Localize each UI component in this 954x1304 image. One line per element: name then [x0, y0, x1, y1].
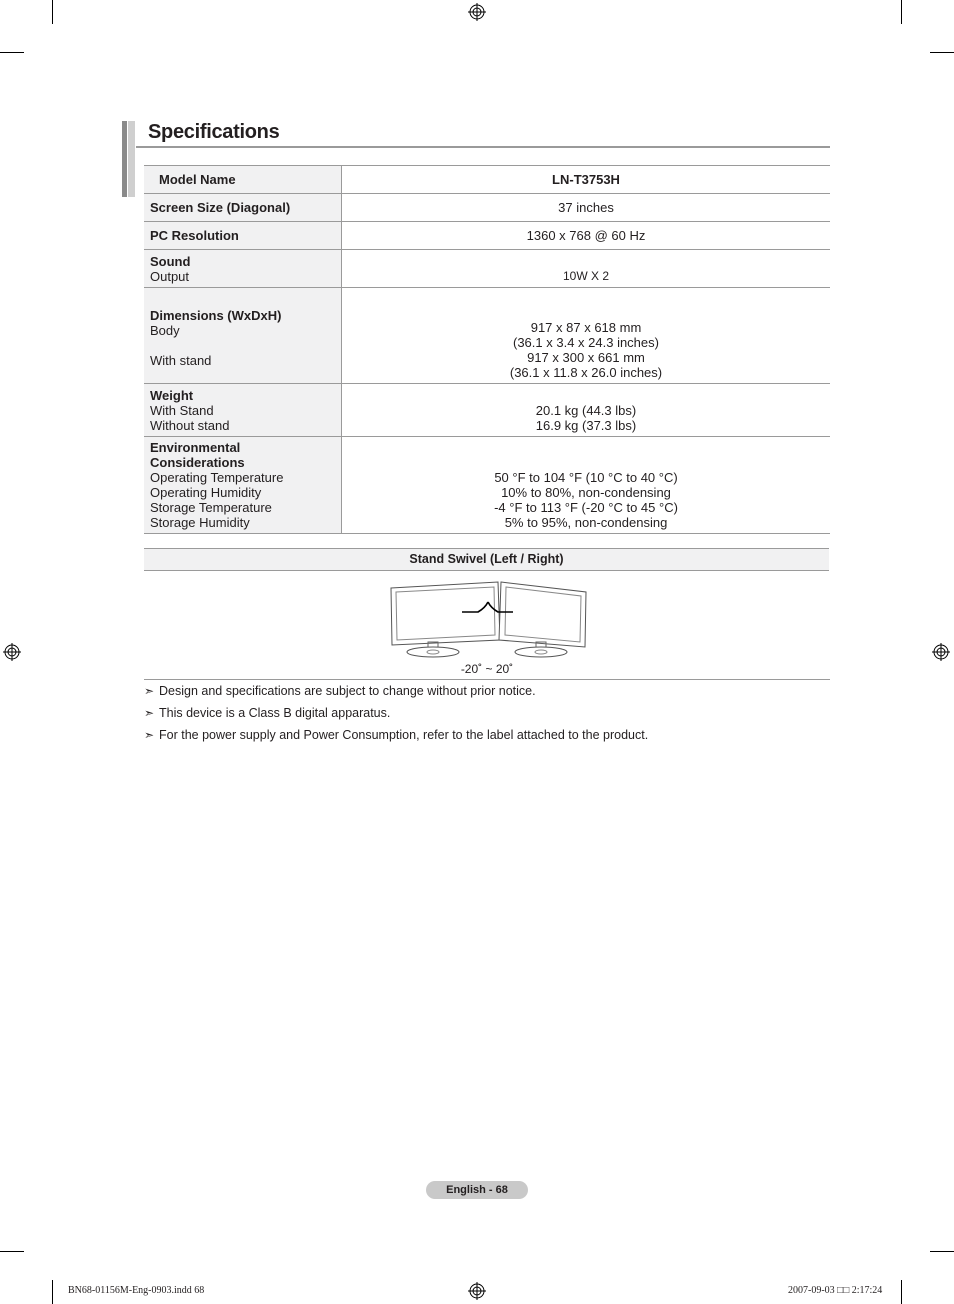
weight-label-cell: [144, 384, 342, 437]
weight-without-value: 16.9 kg (37.3 lbs): [535, 418, 637, 433]
table-row: [144, 194, 830, 222]
op-hum-value: 10% to 80%, non-condensing: [501, 485, 671, 500]
dimensions-body-label: Body: [150, 323, 180, 338]
dimensions-body-in: (36.1 x 3.4 x 24.3 inches): [513, 335, 659, 350]
st-temp-label: Storage Temperature: [150, 500, 272, 515]
environment-value-cell: [342, 437, 831, 534]
weight-value-cell: [342, 384, 831, 437]
pc-resolution-value: 1360 x 768 @ 60 Hz: [342, 222, 831, 250]
note-arrow-icon: ➣: [144, 728, 155, 742]
crop-mark: [52, 0, 53, 24]
environment-label-cell: [144, 437, 342, 534]
crop-mark: [0, 52, 24, 53]
crop-mark: [901, 1280, 902, 1304]
note-item: ➣ This device is a Class B digital apparatus.: [144, 706, 391, 720]
dimensions-stand-label: With stand: [150, 353, 212, 368]
sound-label-cell: [144, 250, 342, 288]
spec-table: [144, 165, 830, 534]
table-row: [144, 222, 830, 250]
table-row: [144, 250, 830, 288]
crop-mark: [930, 1251, 954, 1252]
dimensions-label-cell: [144, 288, 342, 384]
sound-label: Sound: [150, 253, 191, 269]
swivel-rule: [144, 679, 830, 680]
st-hum-value: 5% to 95%, non-condensing: [504, 515, 668, 530]
sound-output-label: Output: [150, 268, 190, 284]
table-row: [144, 288, 830, 384]
screen-size-label: Screen Size (Diagonal): [144, 194, 342, 222]
op-hum-label: Operating Humidity: [150, 485, 262, 500]
op-temp-value: 50 °F to 104 °F (10 °C to 40 °C): [494, 470, 678, 485]
title-accent-bar: [122, 121, 136, 197]
title-rule: [136, 146, 830, 148]
table-row: [144, 166, 830, 194]
note-item: ➣ For the power supply and Power Consumption, refer to the label attached to the product.: [144, 728, 649, 742]
sound-output-value: 10W X 2: [342, 250, 831, 288]
environment-label: Environmental: [150, 440, 241, 455]
note-item: ➣ Design and specifications are subject to change without prior notice.: [144, 684, 536, 698]
crop-mark: [0, 1251, 24, 1252]
op-temp-label: Operating Temperature: [150, 470, 284, 485]
registration-mark-icon: [3, 643, 21, 661]
table-row: [144, 437, 830, 534]
tv-swivel-illustration: [388, 578, 588, 660]
environment-label-2: Considerations: [150, 455, 245, 470]
pc-resolution-label: PC Resolution: [144, 222, 342, 250]
note-arrow-icon: ➣: [144, 684, 155, 698]
screen-size-value: 37 inches: [342, 194, 831, 222]
crop-mark: [52, 1280, 53, 1304]
table-row: [144, 384, 830, 437]
crop-mark: [930, 52, 954, 53]
weight-with-label: With Stand: [150, 402, 214, 418]
st-hum-label: Storage Humidity: [150, 515, 250, 530]
page-title: Specifications: [148, 121, 280, 143]
dimensions-stand-mm: 917 x 300 x 661 mm: [527, 350, 645, 365]
date-slug: 2007-09-03 □□ 2:17:24: [788, 1285, 883, 1296]
crop-mark: [901, 0, 902, 24]
st-temp-value: -4 °F to 113 °F (-20 °C to 45 °C): [494, 500, 678, 515]
registration-mark-icon: [932, 643, 950, 661]
model-name-label: Model Name: [144, 166, 342, 194]
note-arrow-icon: ➣: [144, 706, 155, 720]
dimensions-body-mm: 917 x 87 x 618 mm: [530, 320, 642, 335]
dimensions-label: Dimensions (WxDxH): [150, 308, 282, 323]
model-name-value: LN-T3753H: [342, 166, 831, 194]
registration-mark-icon: [468, 3, 486, 21]
weight-without-label: Without stand: [150, 417, 230, 433]
tv-left-icon: [391, 582, 500, 657]
registration-mark-icon: [468, 1282, 486, 1300]
page-number-badge: English - 68: [426, 1181, 528, 1199]
dimensions-value-cell: [342, 288, 831, 384]
tv-right-icon: [499, 582, 586, 657]
dimensions-stand-in: (36.1 x 11.8 x 26.0 inches): [509, 365, 663, 380]
weight-label: Weight: [150, 387, 194, 403]
swivel-heading: Stand Swivel (Left / Right): [144, 548, 829, 571]
weight-with-value: 20.1 kg (44.3 lbs): [535, 403, 637, 418]
swivel-range-caption: -20˚ ~ 20˚: [460, 662, 514, 676]
file-slug: BN68-01156M-Eng-0903.indd 68: [68, 1285, 205, 1296]
